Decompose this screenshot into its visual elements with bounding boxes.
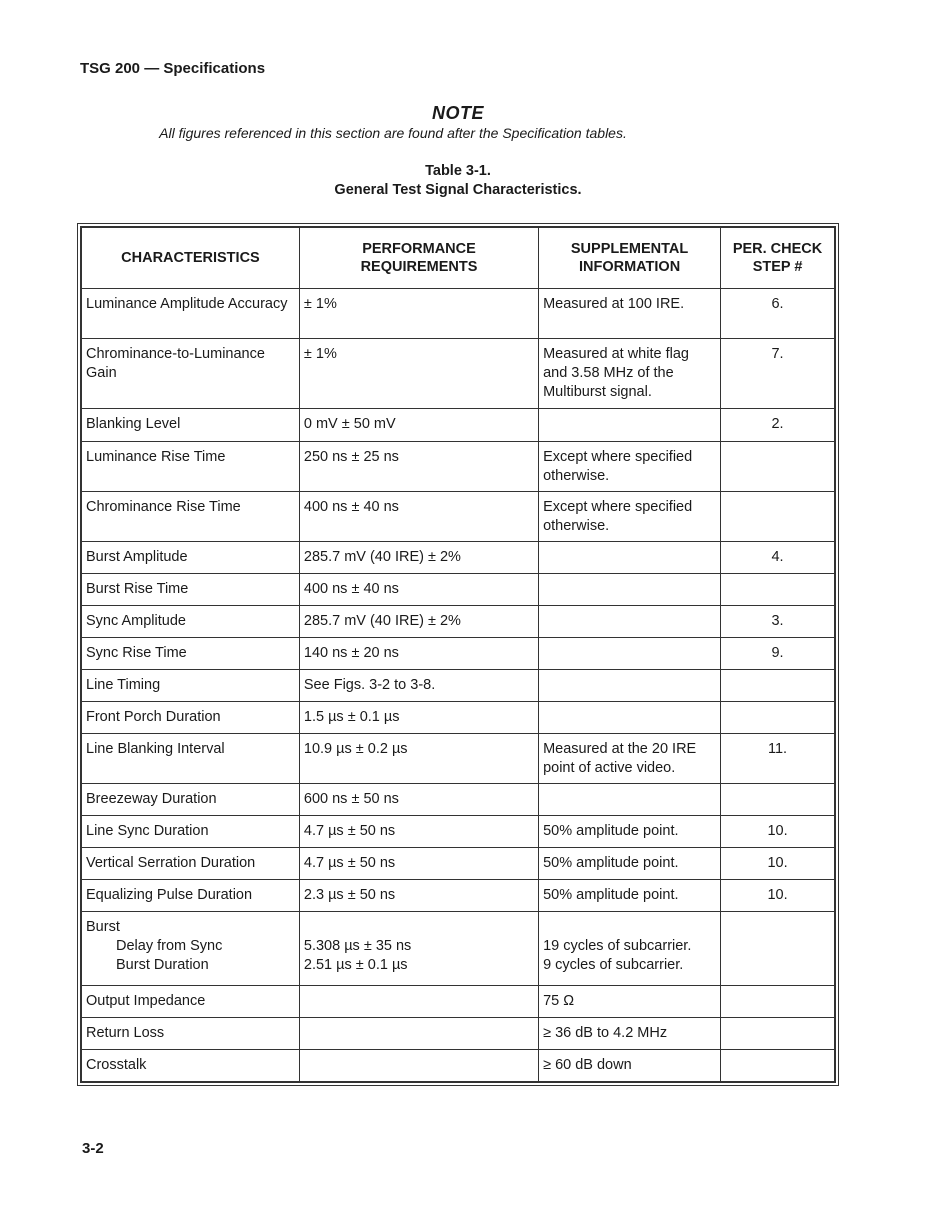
cell-performance: See Figs. 3-2 to 3-8. (299, 670, 538, 702)
burst-duration-value: 2.51 µs ± 0.1 µs (303, 957, 408, 973)
burst-delay-label: Delay from Sync (116, 938, 223, 954)
table-title: General Test Signal Characteristics. (334, 182, 582, 198)
cell-performance: 4.7 µs ± 50 ns (299, 848, 538, 880)
cell-performance: 0 mV ± 50 mV (299, 409, 538, 442)
cell-supplemental (539, 409, 721, 442)
header-performance-line2: REQUIREMENTS (360, 259, 478, 275)
note-text: All figures referenced in this section are found after the Specification tables. (159, 125, 627, 141)
header-step-line1: PER. CHECK (732, 241, 823, 257)
cell-supplemental (539, 638, 721, 670)
table-row (81, 409, 835, 442)
table-row-burst (81, 912, 835, 986)
cell-supplemental: ≥ 60 dB down (539, 1050, 721, 1082)
cell-step: 7. (721, 339, 835, 409)
burst-duration-label: Burst Duration (116, 957, 209, 973)
cell-supplemental: Measured at white flag and 3.58 MHz of the Multiburst signal. (539, 339, 721, 409)
cell-step: 9. (721, 638, 835, 670)
cell-characteristic: Output Impedance (81, 986, 299, 1018)
cell-step: 10. (721, 848, 835, 880)
cell-performance: 285.7 mV (40 IRE) ± 2% (299, 606, 538, 638)
cell-step: 11. (721, 734, 835, 784)
cell-characteristic: Burst Amplitude (81, 542, 299, 574)
cell-step (721, 574, 835, 606)
cell-step (721, 670, 835, 702)
cell-performance (299, 1050, 538, 1082)
cell-performance: 140 ns ± 20 ns (299, 638, 538, 670)
cell-step (721, 702, 835, 734)
header-supplemental-line2: INFORMATION (578, 259, 681, 275)
cell-supplemental (539, 542, 721, 574)
cell-characteristic: Burst Rise Time (81, 574, 299, 606)
cell-characteristic (81, 912, 299, 986)
table-row (81, 816, 835, 848)
cell-performance (299, 912, 538, 986)
cell-characteristic: Line Blanking Interval (81, 734, 299, 784)
cell-step (721, 1050, 835, 1082)
header-step (721, 227, 835, 289)
header-performance (299, 227, 538, 289)
cell-performance: 1.5 µs ± 0.1 µs (299, 702, 538, 734)
cell-step: 2. (721, 409, 835, 442)
page-header: TSG 200 — Specifications (80, 60, 266, 77)
cell-step: 4. (721, 542, 835, 574)
table-caption (0, 162, 916, 200)
cell-supplemental: Measured at 100 IRE. (539, 289, 721, 339)
table-row (81, 1018, 835, 1050)
table-row (81, 1050, 835, 1082)
cell-characteristic: Crosstalk (81, 1050, 299, 1082)
cell-characteristic: Vertical Serration Duration (81, 848, 299, 880)
burst-duration-info: 9 cycles of subcarrier. (543, 957, 684, 973)
spec-table (80, 226, 836, 1083)
header-supplemental (539, 227, 721, 289)
cell-performance (299, 986, 538, 1018)
table-row (81, 784, 835, 816)
cell-performance: 400 ns ± 40 ns (299, 492, 538, 542)
cell-step: 10. (721, 880, 835, 912)
table-header-row (81, 227, 835, 289)
cell-supplemental: ≥ 36 dB to 4.2 MHz (539, 1018, 721, 1050)
table-row (81, 848, 835, 880)
cell-performance: 4.7 µs ± 50 ns (299, 816, 538, 848)
table-row (81, 638, 835, 670)
table-row (81, 492, 835, 542)
table-row (81, 670, 835, 702)
cell-performance: 10.9 µs ± 0.2 µs (299, 734, 538, 784)
header-performance-line1: PERFORMANCE (362, 241, 476, 257)
table-row (81, 574, 835, 606)
burst-delay-info: 19 cycles of subcarrier. (543, 938, 692, 954)
cell-performance: 285.7 mV (40 IRE) ± 2% (299, 542, 538, 574)
cell-supplemental: Except where specified otherwise. (539, 442, 721, 492)
cell-supplemental (539, 702, 721, 734)
cell-step (721, 986, 835, 1018)
cell-supplemental (539, 912, 721, 986)
cell-performance: 400 ns ± 40 ns (299, 574, 538, 606)
cell-characteristic: Sync Rise Time (81, 638, 299, 670)
cell-step (721, 492, 835, 542)
table-number: Table 3-1. (425, 163, 491, 179)
cell-performance (299, 1018, 538, 1050)
header-characteristics: CHARACTERISTICS (81, 227, 299, 289)
cell-supplemental: 50% amplitude point. (539, 816, 721, 848)
cell-characteristic: Line Sync Duration (81, 816, 299, 848)
cell-supplemental: 75 Ω (539, 986, 721, 1018)
page-number: 3-2 (82, 1140, 104, 1157)
cell-supplemental: 50% amplitude point. (539, 848, 721, 880)
table-row (81, 986, 835, 1018)
cell-performance: 2.3 µs ± 50 ns (299, 880, 538, 912)
table-row (81, 880, 835, 912)
table-row (81, 542, 835, 574)
cell-supplemental (539, 784, 721, 816)
note-title: NOTE (431, 103, 484, 123)
cell-step: 10. (721, 816, 835, 848)
cell-performance: ± 1% (299, 289, 538, 339)
header-supplemental-line1: SUPPLEMENTAL (570, 241, 689, 257)
burst-label: Burst (86, 919, 120, 935)
cell-characteristic: Equalizing Pulse Duration (81, 880, 299, 912)
cell-characteristic: Chrominance-to-Luminance Gain (81, 339, 299, 409)
table-row (81, 442, 835, 492)
cell-performance: ± 1% (299, 339, 538, 409)
cell-step (721, 442, 835, 492)
cell-supplemental: 50% amplitude point. (539, 880, 721, 912)
cell-characteristic: Breezeway Duration (81, 784, 299, 816)
cell-characteristic: Sync Amplitude (81, 606, 299, 638)
cell-step (721, 784, 835, 816)
cell-supplemental: Except where specified otherwise. (539, 492, 721, 542)
cell-supplemental (539, 574, 721, 606)
cell-step (721, 1018, 835, 1050)
table-row (81, 606, 835, 638)
cell-supplemental (539, 606, 721, 638)
table-row (81, 339, 835, 409)
cell-supplemental (539, 670, 721, 702)
cell-step: 6. (721, 289, 835, 339)
header-step-line2: STEP # (752, 259, 803, 275)
cell-supplemental: Measured at the 20 IRE point of active video. (539, 734, 721, 784)
table-row (81, 702, 835, 734)
table-row (81, 289, 835, 339)
cell-step (721, 912, 835, 986)
cell-characteristic: Luminance Amplitude Accuracy (81, 289, 299, 339)
cell-characteristic: Chrominance Rise Time (81, 492, 299, 542)
table-row (81, 734, 835, 784)
cell-characteristic: Blanking Level (81, 409, 299, 442)
burst-delay-value: 5.308 µs ± 35 ns (303, 938, 412, 954)
cell-step: 3. (721, 606, 835, 638)
cell-characteristic: Front Porch Duration (81, 702, 299, 734)
cell-characteristic: Return Loss (81, 1018, 299, 1050)
cell-performance: 250 ns ± 25 ns (299, 442, 538, 492)
cell-performance: 600 ns ± 50 ns (299, 784, 538, 816)
cell-characteristic: Luminance Rise Time (81, 442, 299, 492)
cell-characteristic: Line Timing (81, 670, 299, 702)
